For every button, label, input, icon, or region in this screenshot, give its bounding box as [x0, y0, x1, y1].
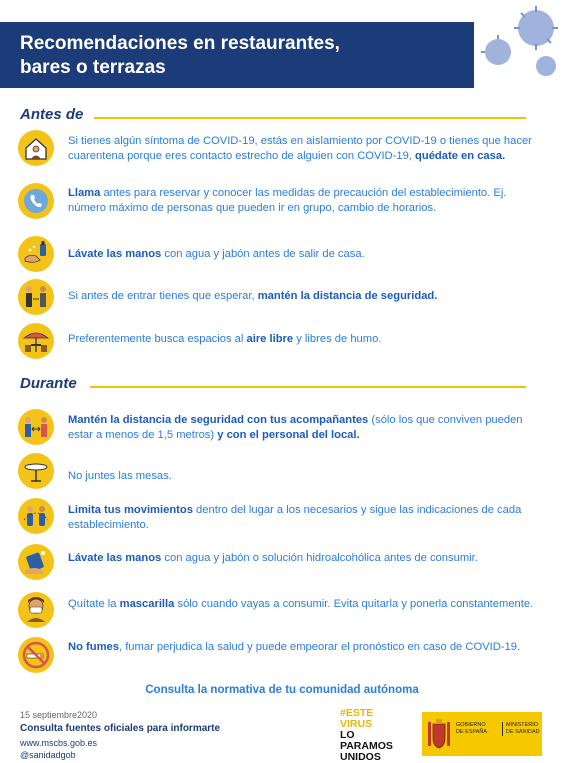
house-person-icon — [18, 130, 54, 166]
gobierno-line2: DE ESPAÑA — [456, 729, 488, 735]
section-title-antes: Antes de — [20, 106, 84, 123]
page-header — [0, 22, 474, 88]
antes-item-text: Preferentemente busca espacios al aire libre y libres de humo. — [68, 333, 382, 345]
gobierno-line1: GOBIERNO — [456, 722, 486, 728]
durante-item-text: Limita tus movimientos dentro del lugar a los necesarios y sigue las indicaciones de cada establecimiento. — [68, 504, 522, 531]
campaign-line1: #ESTE — [340, 707, 374, 719]
antes-item-text: Si tienes algún síntoma de COVID-19, estás en aislamiento por COVID-19 o tienes que hacer cuarentena porque eres contacto estrecho de alguien con COVID-19, quédate en casa. — [68, 135, 532, 162]
campaign-logo — [340, 708, 420, 763]
durante-item-text: No fumes, fumar perjudica la salud y puede empeorar el pronóstico en caso de COVID-19. — [68, 641, 521, 653]
footer-web-link[interactable]: www.mscbs.gob.es — [20, 738, 98, 748]
footer-date: 15 septiembre2020 — [20, 710, 98, 720]
movement-icon — [18, 498, 54, 534]
distance-companions-icon — [18, 409, 54, 445]
antes-item-text: Lávate las manos con agua y jabón antes de salir de casa. — [68, 248, 365, 260]
sanitizer-icon — [18, 544, 54, 580]
ministerio-text — [502, 722, 544, 736]
gobierno-text — [456, 722, 496, 736]
campaign-line2: VIRUS — [340, 718, 373, 730]
terrace-icon — [18, 323, 54, 359]
consulta-normativa: Consulta la normativa de tu comunidad autónoma — [145, 684, 419, 696]
table-icon — [18, 453, 54, 489]
footer-fuentes: Consulta fuentes oficiales para informarte — [20, 723, 221, 734]
section-divider-durante — [90, 386, 526, 388]
campaign-line4: PARAMOS — [340, 740, 393, 752]
durante-item-text: Quítate la mascarilla sólo cuando vayas a consumir. Evita quitarla y ponerla constantemente. — [68, 598, 534, 610]
campaign-line3: LO — [340, 729, 355, 741]
phone-icon — [18, 183, 54, 219]
mask-icon — [18, 592, 54, 628]
coat-of-arms-icon — [428, 718, 450, 750]
footer-twitter-link[interactable]: @sanidadgob — [20, 750, 76, 760]
social-distance-icon — [18, 279, 54, 315]
virus-illustration-icon — [476, 4, 564, 84]
gobierno-logo — [422, 712, 542, 756]
section-title-durante: Durante — [20, 375, 77, 392]
antes-item-text: Si antes de entrar tienes que esperar, mantén la distancia de seguridad. — [68, 290, 438, 302]
section-divider-antes — [94, 117, 526, 119]
hand-washing-icon — [18, 236, 54, 272]
ministerio-line2: DE SANIDAD — [506, 729, 540, 735]
header-title-line1: Recomendaciones en restaurantes, — [20, 33, 340, 54]
campaign-line5: UNIDOS — [340, 751, 381, 763]
header-title-line2: bares o terrazas — [20, 57, 166, 78]
durante-item-text: Lávate las manos con agua y jabón o solución hidroalcohólica antes de consumir. — [68, 552, 478, 564]
ministerio-line1: MINISTERIO — [506, 722, 539, 728]
durante-item-text: Mantén la distancia de seguridad con tus acompañantes (sólo los que conviven pueden estar a menos de 1,5 metros) y con el personal del local. — [68, 414, 523, 441]
no-smoking-icon — [18, 637, 54, 673]
antes-item-text: Llama antes para reservar y conocer las medidas de precaución del establecimiento. Ej. número máximo de personas que pueden ir en grupo, cambio de horarios. — [68, 187, 507, 214]
durante-item-text: No juntes las mesas. — [68, 470, 172, 482]
